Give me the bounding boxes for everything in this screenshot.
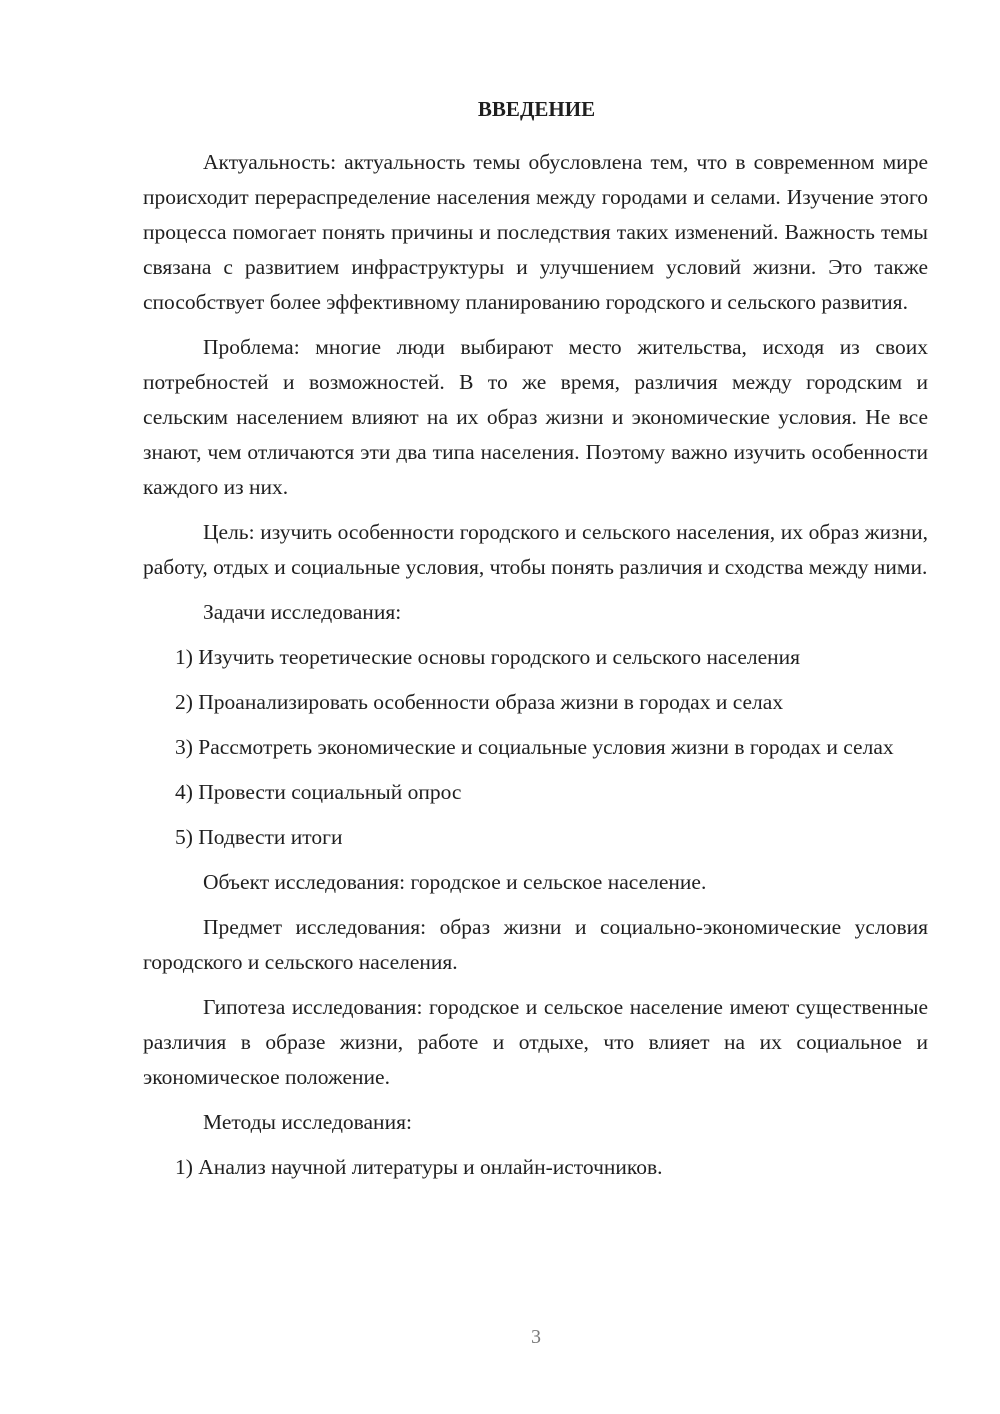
tasks-title: Задачи исследования: <box>203 600 402 624</box>
methods-list <box>143 1150 928 1185</box>
method-item: 1) Анализ научной литературы и онлайн-источников. <box>175 1155 663 1179</box>
tasks-list <box>143 640 928 855</box>
hypothesis-paragraph: Гипотеза исследования: городское и сельское население имеют существенные различия в образе жизни, работе и отдыхе, что влияет на их социальное и экономическое положение. <box>143 995 928 1089</box>
problem-paragraph: Проблема: многие люди выбирают место жительства, исходя из своих потребностей и возможностей. В то же время, различия между городским и сельским населением влияют на их образ жизни и экономические условия. Не все знают, чем отличаются эти два типа населения. Поэтому важно изучить особенности каждого из них. <box>143 335 928 499</box>
goal-paragraph: Цель: изучить особенности городского и сельского населения, их образ жизни, работу, отдых и социальные условия, чтобы понять различия и сходства между ними. <box>143 520 928 579</box>
task-item: 2) Проанализировать особенности образа жизни в городах и селах <box>175 690 784 714</box>
methods-title: Методы исследования: <box>203 1110 412 1134</box>
relevance-paragraph: Актуальность: актуальность темы обусловлена тем, что в современном мире происходит перераспределение населения между городами и селами. Изучение этого процесса помогает понять причины и последствия таких изменений. Важность темы связана с развитием инфраструктуры и улучшением условий жизни. Это также способствует более эффективному планированию городского и сельского развития. <box>143 150 928 314</box>
task-item: 5) Подвести итоги <box>175 825 343 849</box>
object-paragraph: Объект исследования: городское и сельское население. <box>203 870 707 894</box>
task-item: 1) Изучить теоретические основы городского и сельского населения <box>175 645 801 669</box>
subject-paragraph: Предмет исследования: образ жизни и социально-экономические условия городского и сельского населения. <box>143 915 928 974</box>
section-heading: ВВЕДЕНИЕ <box>477 97 596 121</box>
page-number: 3 <box>531 1326 541 1348</box>
document-page <box>143 92 928 1185</box>
task-item: 4) Провести социальный опрос <box>175 780 462 804</box>
task-item: 3) Рассмотреть экономические и социальные условия жизни в городах и селах <box>175 735 894 759</box>
